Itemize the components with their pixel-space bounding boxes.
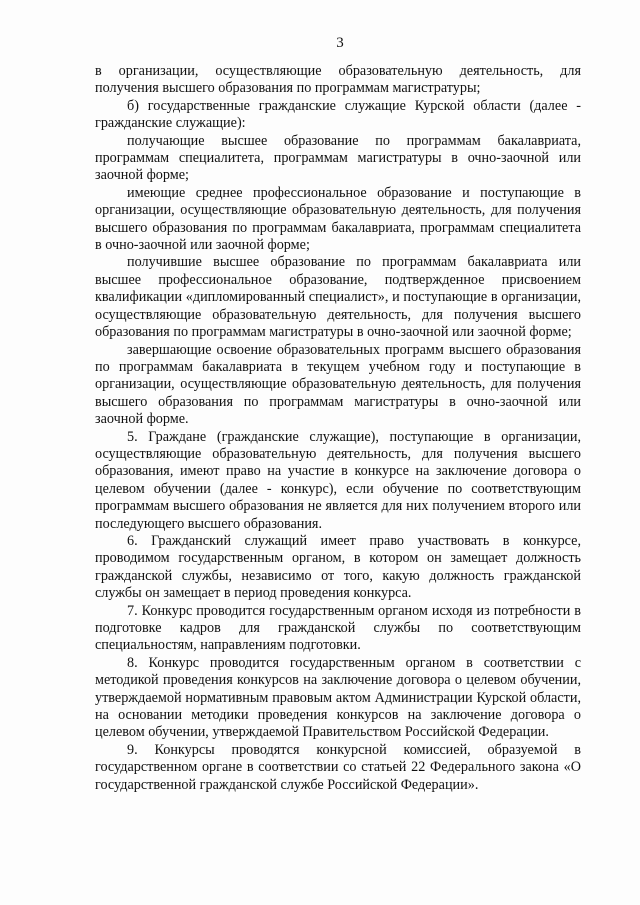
paragraph-item-5: 5. Граждане (гражданские служащие), поступающие в организации, осуществляющие образовательную деятельность, для получения высшего образования, имеют право на участие в конкурсе на заключение договора о целевом обучении (далее - конкурс), если обучение по соответствующим программам высшего образования не является для них получением второго или последующего высшего образования. bbox=[95, 428, 581, 532]
paragraph-continuation: в организации, осуществляющие образовательную деятельность, для получения высшего образования по программам магистратуры; bbox=[95, 63, 581, 97]
page-number: 3 bbox=[336, 35, 344, 51]
paragraph-item-9: 9. Конкурсы проводятся конкурсной комиссией, образуемой в государственном органе в соответствии со статьей 22 Федерального закона «О государственной гражданской службе Российской Федерации». bbox=[95, 741, 581, 793]
paragraph-category-graduated: получившие высшее образование по программам бакалавриата или высшее профессиональное образование, подтвержденное присвоением квалификации «дипломированный специалист», и поступающие в организации, осуществляющие образовательную деятельность, для получения высшего образования по программам магистратуры в очно-заочной или заочной форме; bbox=[95, 254, 581, 341]
paragraph-category-receiving: получающие высшее образование по программам бакалавриата, программам специалитета, программам магистратуры в очно-заочной или заочной форме; bbox=[95, 132, 581, 184]
paragraph-item-8: 8. Конкурс проводится государственным органом в соответствии с методикой проведения конкурсов на заключение договора о целевом обучении, утверждаемой нормативным правовым актом Администрации Курской области, на основании методики проведения конкурсов на заключение договора о целевом обучении, утверждаемой Правительством Российской Федерации. bbox=[95, 654, 581, 741]
paragraph-item-7: 7. Конкурс проводится государственным органом исходя из потребности в подготовке кадров для гражданской службы по соответствующим специальностям, направлениям подготовки. bbox=[95, 602, 581, 654]
paragraph-category-secondary: имеющие среднее профессиональное образование и поступающие в организации, осуществляющие образовательную деятельность, для получения высшего образования по программам бакалавриата, программам специалитета в очно-заочной или заочной форме; bbox=[95, 184, 581, 254]
paragraph-item-b: б) государственные гражданские служащие Курской области (далее - гражданские служащие): bbox=[95, 97, 581, 132]
paragraph-item-6: 6. Гражданский служащий имеет право участвовать в конкурсе, проводимом государственным органом, в котором он замещает должность гражданской службы, независимо от того, какую должность гражданской службы он замещает в период проведения конкурса. bbox=[95, 532, 581, 602]
document-body bbox=[95, 63, 581, 794]
paragraph-category-completing: завершающие освоение образовательных программ высшего образования по программам бакалавриата в текущем учебном году и поступающие в организации, осуществляющие образовательную деятельность, для получения высшего образования по программам магистратуры в очно-заочной или заочной форме. bbox=[95, 341, 581, 428]
